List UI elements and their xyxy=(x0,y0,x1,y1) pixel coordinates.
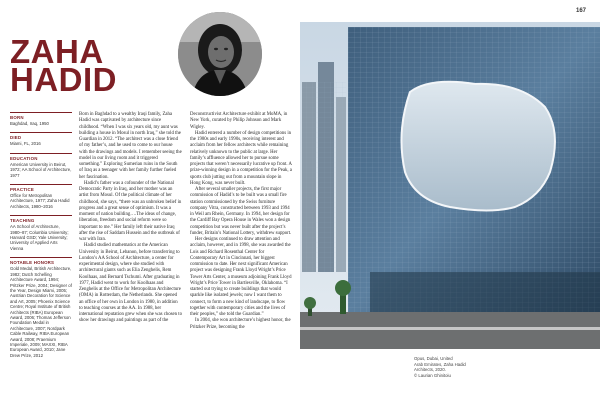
caption-line: Architects, 2020. xyxy=(414,367,447,372)
fact-value: Office for Metropolitan Architecture, 1977; Zaha Hadid Architects, 1980–2016 xyxy=(10,193,70,209)
fact-sidebar xyxy=(10,112,72,364)
portrait-illustration xyxy=(178,12,262,96)
photo-caption xyxy=(414,356,504,378)
fact-label: TEACHING xyxy=(10,218,35,224)
fact-born xyxy=(10,112,72,126)
caption-line: © Laurian Ghinitoiu xyxy=(414,372,451,378)
body-paragraph: Hadid entered a number of design competitions in the 1980s and early 1990s, receiving interest and acclaim from her fellow architects while remaining relatively unknown to the public at large. Her family’s affluence allowed her to pursue some projects that weren’t necessarily lucrative up front. A prize-winning design in a competition for the Peak, a sports club jutting out from a mountain slope in Hong Kong, was never built. xyxy=(190,130,292,186)
fact-label: EDUCATION xyxy=(10,155,38,161)
page-number: 167 xyxy=(575,8,586,14)
fact-died xyxy=(10,132,72,146)
caption-line: Opus, Dubai, United xyxy=(414,356,453,361)
body-paragraph: Her designs continued to draw attention and acclaim, however, and in 1998, she was awarded the Lois and Richard Rosenthal Center for Contemporary Art in Cincinnati, her biggest commission to date. Her next significant American project was designing Frank Lloyd Wright’s Price Tower Arts Center, a museum adjoining Frank Lloyd Wright’s Price Tower in Bartlesville, Oklahoma. “I started out trying to create buildings that would sparkle like isolated jewels; now I want them to connect, to form a new kind of landscape, to flow together with contemporary cities and the lives of their peoples,” she told the Guardian.” xyxy=(190,237,292,317)
body-paragraph: Hadid studied mathematics at the American University in Beirut, Lebanon, before transferring to London’s AA School of Architecture, a center for experimental design, where she studied with architectural giants such as Elia Zenghelis, Rem Koolhaas, and Bernard Tschumi. After graduating in 1977, Hadid went to work for Koolhaas and Zenghelis at the Office for Metropolitan Architecture (OMA) in Rotterdam, the Netherlands. She opened an office of her own in London in 1980, in addition to teaching courses at the AA. In 1988, her international reputation grew when she was chosen to show her drawings and paintings as part of the xyxy=(79,243,182,324)
title-line-last: HADID xyxy=(10,61,117,98)
fact-value: Miami, FL, 2016 xyxy=(10,141,41,147)
caption-line: Arab Emirates, Zaha Hadid xyxy=(414,361,466,367)
body-paragraph: Deconstructivist Architecture exhibit at MoMA, in New York, curated by Philip Johnson and Mark Wigley. xyxy=(190,112,288,130)
title-line-first: ZAHA xyxy=(10,33,104,70)
fact-label: DIED xyxy=(10,135,22,141)
fact-teaching xyxy=(10,215,72,251)
fact-label: BORN xyxy=(10,115,24,120)
body-column-2 xyxy=(190,112,293,331)
fact-value: Baghdad, Iraq, 1950 xyxy=(10,121,49,126)
fact-notable-honors xyxy=(10,257,72,358)
opus-building-photo-icon xyxy=(300,22,600,349)
body-paragraph: After several smaller projects, the first major commission of Hadid’s to be built was a small fire station commissioned by the Swiss furniture company Vitra, constructed between 1993 and 1994 in Weil am Rhein, Germany. In 1994, her design for the Cardiff Bay Opera House in Wales won a design competition but was never built after the project’s funder, Britain’s National Lottery, withdrew support. xyxy=(190,187,292,236)
portrait-photo-icon xyxy=(178,12,262,96)
fact-label: PRACTICE xyxy=(10,187,35,193)
body-paragraph: Hadid’s father was a cofounder of the National Democratic Party in Iraq, and her mother was an artist from Mosul. Of the political climate of her childhood, she says, “there was an unbroken belief in progress and a great sense of optimism. It was a moment of nation building….The ideas of change, liberation, freedom and social reform were so important to me.” Her family left their native Iraq after the rise of Saddam Hussein and the outbreak of war with Iran. xyxy=(79,180,182,242)
article-title xyxy=(10,33,117,98)
fact-label: NOTABLE HONORS xyxy=(10,260,55,266)
fact-value: American University in Beirut, 1972; AA School of Architecture, 1977 xyxy=(10,161,72,178)
body-paragraph: In 2004, she won architecture’s highest honor, the Pritzker Prize, becoming the xyxy=(190,318,291,330)
fact-value: Gold Medal, British Architecture, 1982; Dutch Schelling Architecture Award, 1994; Pritzker Prize, 2004; Designer of the Year, Design Miami, 2005; Austrian Decoration for Science and Art, 2005; Phoenix Science Centre; Royal Institute of British Architects (RIBA) European Award, 2006; Thomas Jefferson Foundation Medal in Architecture, 2007; Nordpark Cable Railway, RIBA European Award, 2008; Praemium Imperiale, 2009; MAXXI, RIBA European Award, 2010; Jane Drew Prize, 2012 xyxy=(10,266,72,358)
body-paragraph: Born in Baghdad to a wealthy Iraqi family, Zaha Hadid was captivated by architecture since childhood. “When I was six years old, my aunt was building a house in Mosul in north Iraq,” she told the Guardian in 2012. “The architect was a close friend of my father’s, and he used to come to our house with the drawings and models. I remember seeing the model in our living room and it triggered something.” Exploring Sumerian ruins in the South of Iraq as a teenager with her family further fueled her fascination. xyxy=(79,112,182,180)
fact-education xyxy=(10,153,72,178)
building-illustration xyxy=(300,22,600,349)
body-column-1 xyxy=(79,112,182,325)
fact-practice xyxy=(10,184,72,209)
fact-value: AA School of Architecture, 1980–87; Columbia University; Harvard GSD; Yale University; University of Applied Arts Vienna xyxy=(10,224,69,251)
